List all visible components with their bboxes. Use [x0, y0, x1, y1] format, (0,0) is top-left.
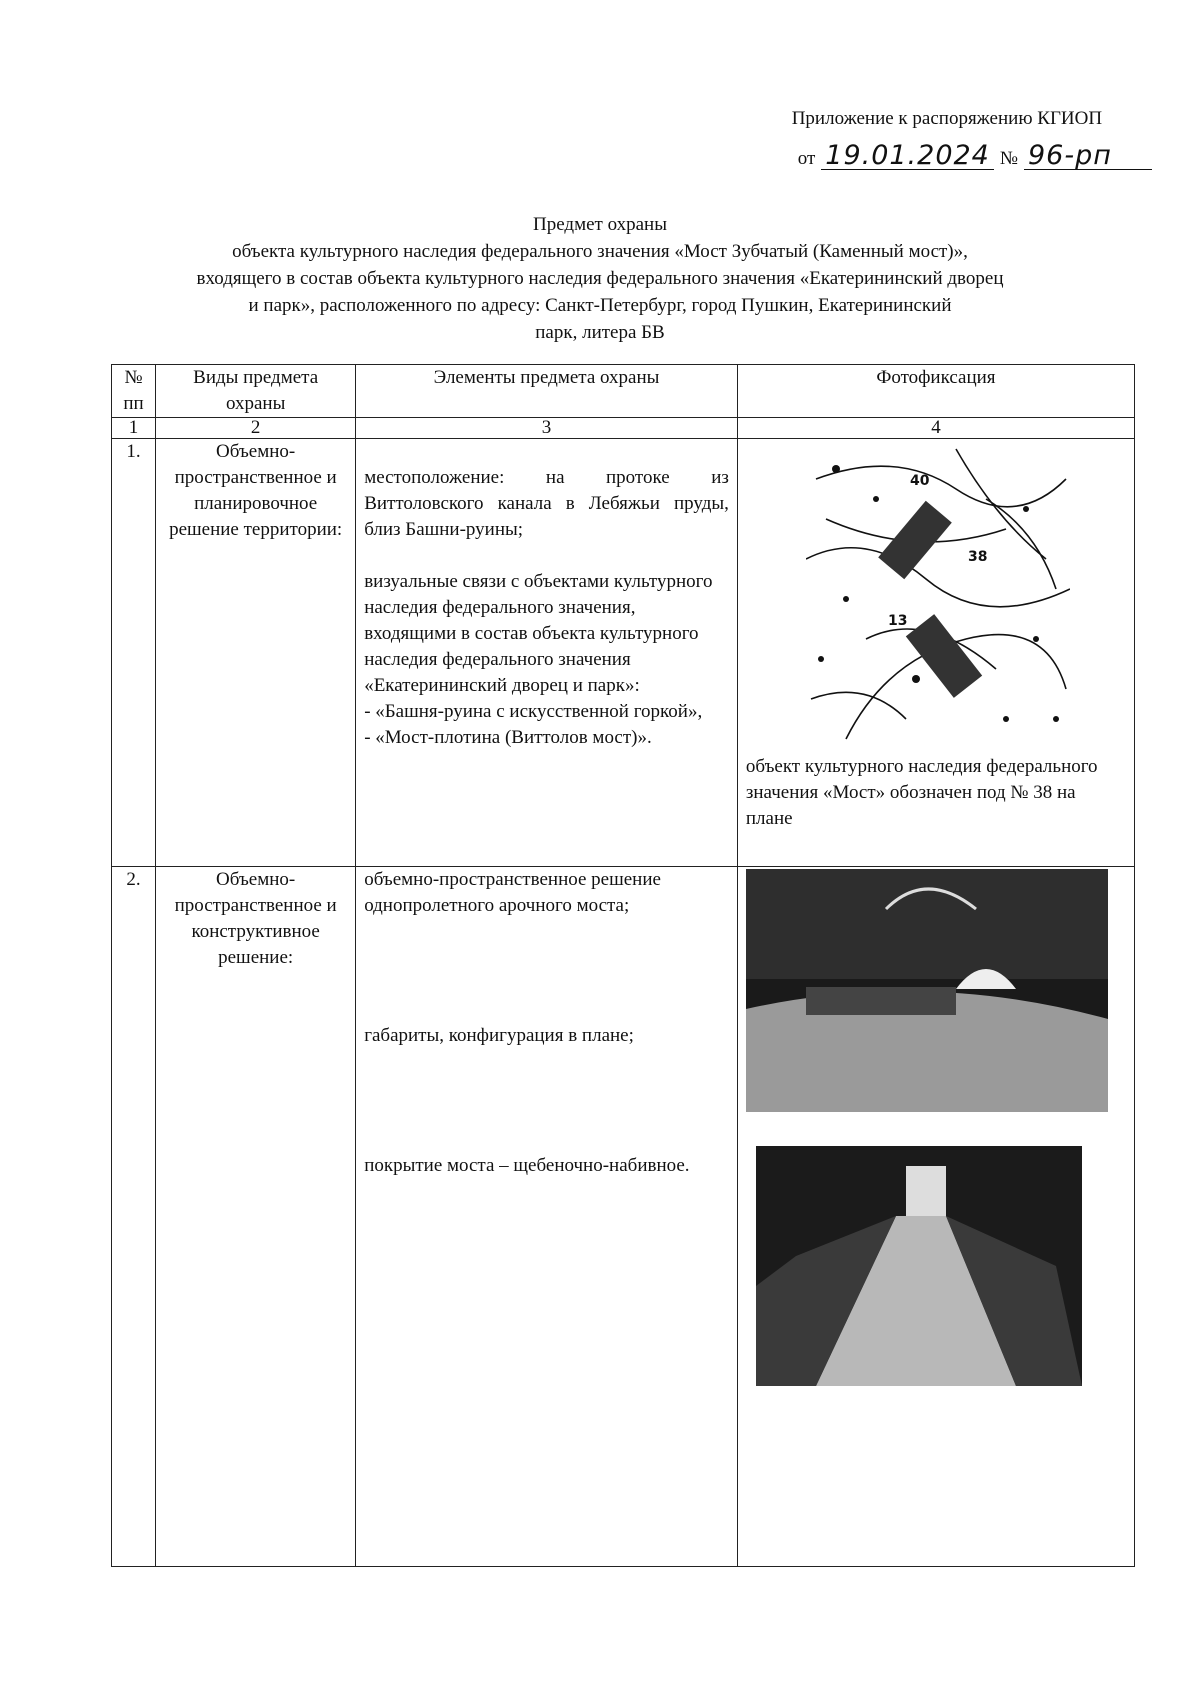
map-label: 13: [887, 613, 908, 629]
protection-table: [111, 364, 1135, 1567]
row-photo: [737, 867, 1134, 1567]
title-line: объекта культурного наследия федерального значения «Мост Зубчатый (Каменный мост)»,: [232, 241, 968, 262]
appendix-title: Приложение к распоряжению КГИОП: [791, 108, 1103, 129]
column-number: 2: [156, 418, 356, 439]
title-line: парк, литера БВ: [535, 322, 665, 343]
header-cell-elements: Элементы предмета охраны: [356, 365, 738, 418]
bridge-photo: [746, 869, 1108, 1112]
site-plan-map: [806, 439, 1070, 752]
header-cell-photo: Фотофиксация: [737, 365, 1134, 418]
row-photo: [737, 439, 1134, 867]
number-label: №: [999, 148, 1018, 169]
appendix-date-line: [792, 142, 1152, 170]
element-text: визуальные связи с объектами культурного наследия федерального значения, входящими в состав объекта культурного наследия федерального значения «Екатерининский дворец и парк»:: [364, 571, 713, 696]
element-text: покрытие моста – щебеночно-набивное.: [364, 1155, 690, 1176]
bridge-deck-photo: [756, 1146, 1082, 1386]
element-text: габариты, конфигурация в плане;: [364, 1025, 634, 1046]
title-line: и парк», расположенного по адресу: Санкт-Петербург, город Пушкин, Екатерининский: [248, 295, 952, 316]
row-kind: Объемно-пространственное и планировочное решение территории:: [156, 439, 356, 867]
row-elements: [356, 867, 738, 1567]
table-header-row: [112, 365, 1135, 418]
document-title: [60, 211, 1140, 346]
photo-caption: объект культурного наследия федерального значения «Мост» обозначен под № 38 на плане: [745, 756, 1098, 829]
row-number: 2.: [112, 867, 156, 1567]
title-line: входящего в состав объекта культурного наследия федерального значения «Екатерининский дворец: [196, 268, 1004, 289]
column-number: 3: [356, 418, 738, 439]
title-line: Предмет охраны: [533, 214, 667, 235]
element-text: - «Мост-плотина (Виттолов мост)».: [364, 727, 652, 748]
header-cell-kind: Виды предмета охраны: [156, 365, 356, 418]
table-row: [112, 439, 1135, 867]
element-text: - «Башня-руина с искусственной горкой»,: [364, 701, 703, 722]
handwritten-date: 19.01.2024: [821, 142, 994, 170]
handwritten-number: 96-рп: [1024, 142, 1152, 170]
table-row: [112, 867, 1135, 1567]
column-number-row: [112, 418, 1135, 439]
element-text: местоположение: на протоке из Виттоловского канала в Лебяжьи пруды, близ Башни-руины;: [364, 467, 729, 540]
appendix-header: [792, 108, 1152, 170]
map-label: 40: [909, 473, 930, 489]
element-text: объемно-пространственное решение однопролетного арочного моста;: [364, 869, 661, 916]
row-kind: Объемно-пространственное и конструктивное решение:: [156, 867, 356, 1567]
header-cell-number: № пп: [112, 365, 156, 418]
row-elements: [356, 439, 738, 867]
column-number: 1: [112, 418, 156, 439]
map-label: 38: [967, 549, 988, 565]
row-number: 1.: [112, 439, 156, 867]
column-number: 4: [737, 418, 1134, 439]
from-label: от: [797, 148, 816, 169]
